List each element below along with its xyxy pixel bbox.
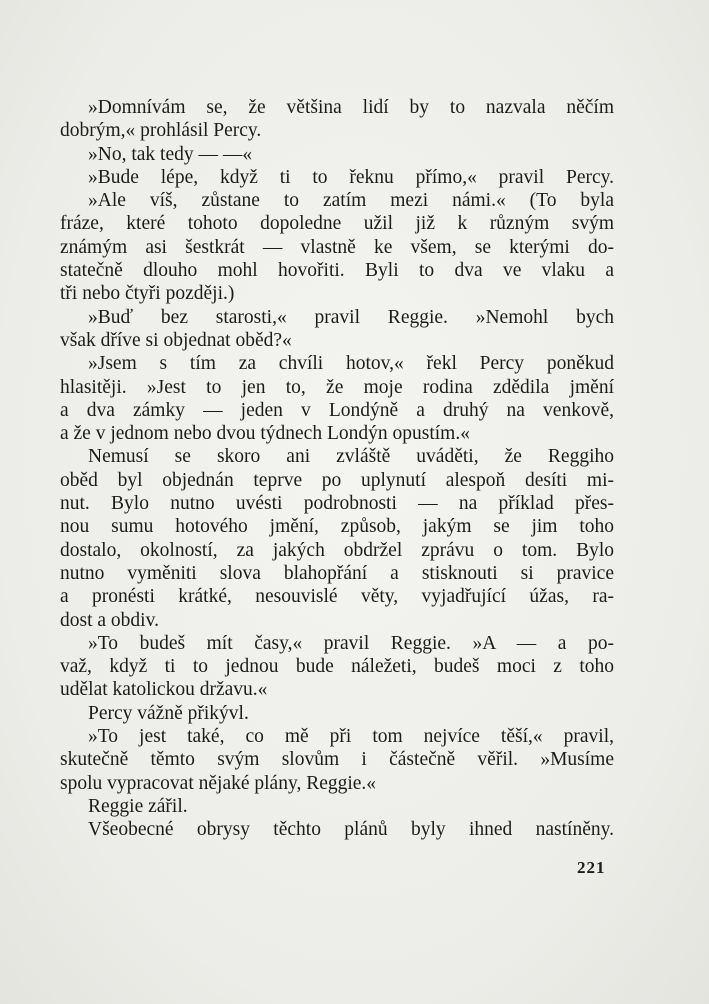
text-line: Všeobecné obrysy těchto plánů byly ihned nastíněny. [88,819,614,841]
text-line: statečně dlouho mohl hovořiti. Byli to dva ve vlaku a [60,260,614,282]
text-line: nou sumu hotového jmění, způsob, jakým se jim toho [60,516,614,538]
text-line: dostalo, okolností, za jakých obdržel zprávu o tom. Bylo [60,539,614,561]
text-line: spolu vypracovat nějaké plány, Reggie.« [60,772,377,794]
text-line: »Jsem s tím za chvíli hotov,« řekl Percy poněkud [88,353,614,375]
text-line: nutno vyměniti slova blahopřání a stisknouti si pravice [60,562,614,584]
text-line: dobrým,« prohlásil Percy. [60,120,262,142]
text-line: a že v jednom nebo dvou týdnech Londýn opustím.« [60,423,470,445]
text-line: »Bude lépe, když ti to řeknu přímo,« pravil Percy. [88,166,614,188]
text-line: Nemusí se skoro ani zvláště uváděti, že Reggiho [88,446,614,468]
text-line: a dva zámky — jeden v Londýně a druhý na venkově, [60,399,614,421]
text-line: udělat katolickou državu.« [60,679,268,701]
text-line: Reggie zářil. [88,795,188,817]
text-line: »Domnívám se, že většina lidí by to nazvala něčím [88,97,614,118]
text-line: važ, když ti to jednou bude náležeti, budeš moci z toho [60,656,614,678]
text-line: hlasitěji. »Jest to jen to, že moje rodina zdědila jmění [60,376,614,398]
text-line: tři nebo čtyři později.) [60,283,235,305]
text-line: oběd byl objednán teprve po uplynutí alespoň desíti mi- [60,469,614,491]
text-line: dost a obdiv. [60,609,159,631]
text-line: známým asi šestkrát — vlastně ke všem, se kterými do- [60,236,614,258]
text-line: skutečně těmto svým slovům i částečně věřil. »Musíme [60,749,614,771]
text-line: »Buď bez starosti,« pravil Reggie. »Nemohl bych [88,306,614,328]
text-line: a pronésti krátké, nesouvislé věty, vyjadřující úžas, ra- [60,586,614,608]
text-line: »To jest také, co mě při tom nejvíce těší,« pravil, [88,726,614,748]
text-line: však dříve si objednat oběd?« [60,329,292,351]
text-line: »To budeš mít časy,« pravil Reggie. »A — a po- [88,632,614,654]
text-line: »Ale víš, zůstane to zatím mezi námi.« (To byla [88,190,614,212]
page-number: 221 [577,858,606,877]
text-line: Percy vážně přikývl. [88,702,249,724]
text-line: fráze, které tohoto dopoledne užil již k různým svým [60,213,614,235]
text-line: »No, tak tedy — —« [88,143,253,165]
body-text [60,96,614,842]
text-line: nut. Bylo nutno uvésti podrobnosti — na příklad přes- [60,493,614,515]
